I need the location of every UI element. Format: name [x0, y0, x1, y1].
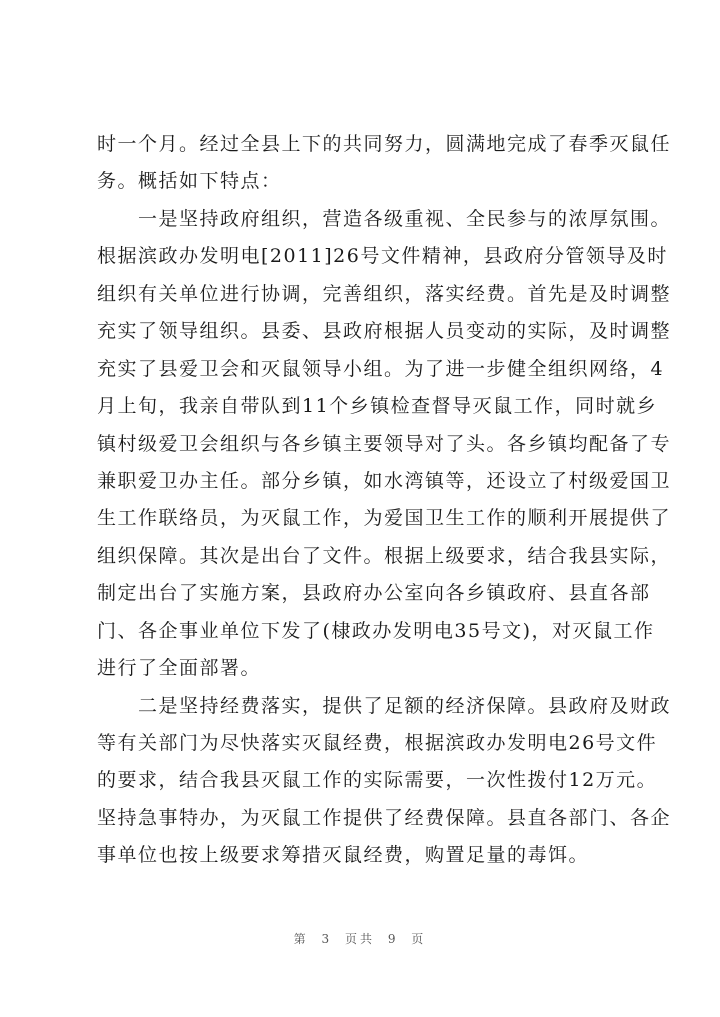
text-line: 二是坚持经费落实，提供了足额的经济保障。县政府及财政	[97, 695, 672, 717]
total-page-number: 9	[387, 932, 399, 946]
text-line: 的要求，结合我县灭鼠工作的实际需要，一次性拨付12万元。	[97, 769, 658, 791]
text-line: 充实了县爱卫会和灭鼠领导小组。为了进一步健全组织网络，4	[97, 358, 665, 380]
text-line: 制定出台了实施方案，县政府办公室向各乡镇政府、县直各部	[97, 582, 651, 604]
text-line: 务。概括如下特点：	[97, 170, 282, 192]
current-page-number: 3	[321, 932, 333, 946]
text-line: 事单位也按上级要求筹措灭鼠经费，购置足量的毒饵。	[97, 844, 590, 866]
text-line: 充实了领导组织。县委、县政府根据人员变动的实际，及时调整	[97, 320, 672, 342]
text-line: 兼职爱卫办主任。部分乡镇，如水湾镇等，还设立了村级爱国卫	[97, 470, 672, 492]
text-line: 组织保障。其次是出台了文件。根据上级要求，结合我县实际，	[97, 545, 672, 567]
footer-suffix: 页	[411, 932, 427, 946]
text-line: 镇村级爱卫会组织与各乡镇主要领导对了头。各乡镇均配备了专	[97, 433, 672, 455]
text-line: 坚持急事特办，为灭鼠工作提供了经费保障。县直各部门、各企	[97, 807, 672, 829]
text-line: 门、各企事业单位下发了(棣政办发明电35号文)，对灭鼠工作	[97, 620, 655, 642]
text-line: 组织有关单位进行协调，完善组织，落实经费。首先是及时调整	[97, 283, 672, 305]
text-line: 一是坚持政府组织，营造各级重视、全民参与的浓厚氛围。	[97, 208, 672, 230]
page-footer	[0, 930, 720, 947]
text-line: 生工作联络员，为灭鼠工作，为爱国卫生工作的顺利开展提供了	[97, 507, 672, 529]
text-line: 根据滨政办发明电[2011]26号文件精神，县政府分管领导及时	[97, 245, 668, 267]
text-line: 时一个月。经过全县上下的共同努力，圆满地完成了春季灭鼠任	[97, 133, 672, 155]
text-line: 月上旬，我亲自带队到11个乡镇检查督导灭鼠工作，同时就乡	[97, 395, 658, 417]
footer-prefix: 第	[293, 932, 309, 946]
text-line: 等有关部门为尽快落实灭鼠经费，根据滨政办发明电26号文件	[97, 732, 658, 754]
text-line: 进行了全面部署。	[97, 657, 262, 679]
footer-middle: 页共	[344, 932, 375, 946]
